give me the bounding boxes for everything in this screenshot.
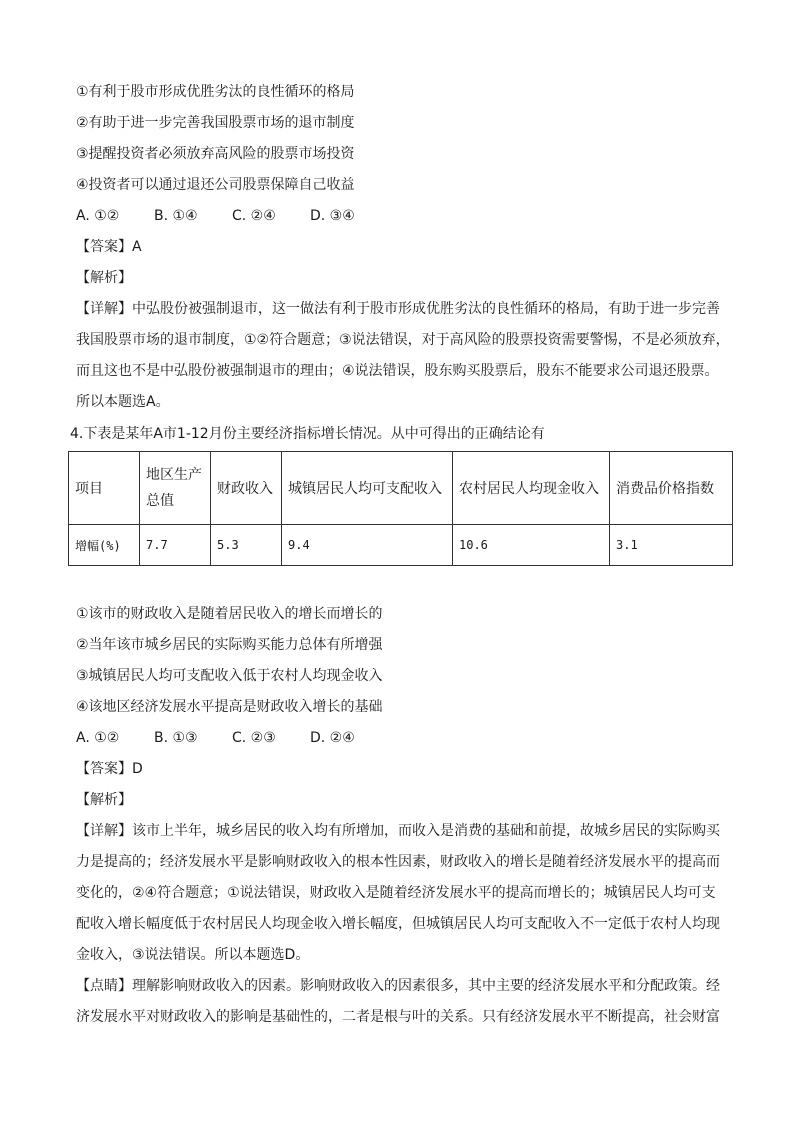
- q3-analysis-heading: 【解析】: [76, 270, 132, 286]
- q4-item-3: ③城镇居民人均可支配收入低于农村人均现金收入: [76, 668, 383, 684]
- q4-stem: 4.下表是某年A市1-12月份主要经济指标增长情况。从中可得出的正确结论有: [70, 426, 545, 442]
- table-header-cell: 项目: [69, 452, 140, 525]
- q3-item-1: ①有利于股市形成优胜劣汰的良性循环的格局: [76, 84, 355, 100]
- q3-options: [76, 206, 355, 226]
- table-header-cell: 消费品价格指数: [610, 452, 733, 525]
- q4-option-a: A. ①②: [76, 730, 120, 746]
- q4-tip: [76, 971, 736, 1033]
- q3-item-4: ④投资者可以通过退还公司股票保障自己收益: [76, 177, 355, 193]
- q4-item-1: ①该市的财政收入是随着居民收入的增长而增长的: [76, 606, 383, 622]
- q3-detail-line: 所以本题选A。: [76, 394, 170, 410]
- q4-option-d: D. ②④: [310, 730, 355, 746]
- table-cell: 9.4: [282, 525, 453, 566]
- q4-tip-line: 济发展水平对财政收入的影响是基础性的，二者是根与叶的关系。只有经济发展水平不断提高，社会财富: [76, 1009, 720, 1025]
- q3-item-3: ③提醒投资者必须放弃高风险的股票市场投资: [76, 146, 355, 162]
- table-cell: 7.7: [140, 525, 211, 566]
- q4-tip-line: 【点睛】理解影响财政收入的因素。影响财政收入的因素很多，其中主要的经济发展水平和分配政策。经: [76, 978, 720, 994]
- q3-detail: [76, 294, 736, 418]
- q3-option-c: C. ②④: [232, 208, 276, 224]
- q4-answer: 【答案】D: [76, 761, 143, 777]
- table-header-cell: 地区生产总值: [140, 452, 211, 525]
- q4-option-b: B. ①③: [154, 730, 198, 746]
- q3-option-d: D. ③④: [310, 208, 355, 224]
- q3-option-a: A. ①②: [76, 208, 120, 224]
- table-cell: 10.6: [453, 525, 610, 566]
- q4-detail-line: 【详解】该市上半年，城乡居民的收入均有所增加，而收入是消费的基础和前提，故城乡居民的实际购买: [76, 823, 720, 839]
- table-header-cell: 城镇居民人均可支配收入: [282, 452, 453, 525]
- q3-detail-line: 而且这也不是中弘股份被强制退市的理由；④说法错误，股东购买股票后，股东不能要求公司退还股票。: [76, 363, 719, 379]
- q4-detail-line: 力是提高的；经济发展水平是影响财政收入的根本性因素，财政收入的增长是随着经济发展水平的提高而: [76, 854, 720, 870]
- table-header-row: [69, 452, 733, 525]
- q4-analysis-heading: 【解析】: [76, 792, 132, 808]
- q4-detail-line: 配收入增长幅度低于农村居民人均现金收入增长幅度，但城镇居民人均可支配收入不一定低于农村人均现: [76, 916, 720, 932]
- q4-detail: [76, 816, 736, 971]
- table-header-cell: 农村居民人均现金收入: [453, 452, 610, 525]
- q4-item-2: ②当年该市城乡居民的实际购买能力总体有所增强: [76, 637, 383, 653]
- q3-item-2: ②有助于进一步完善我国股票市场的退市制度: [76, 115, 355, 131]
- q4-option-c: C. ②③: [232, 730, 276, 746]
- q4-detail-line: 金收入，③说法错误。所以本题选D。: [76, 947, 310, 963]
- q4-detail-line: 变化的，②④符合题意；①说法错误，财政收入是随着经济发展水平的提高而增长的；城镇居民人均可支: [76, 885, 716, 901]
- table-cell: 3.1: [610, 525, 733, 566]
- indicator-table: [68, 451, 733, 566]
- table-header-cell: 财政收入: [211, 452, 282, 525]
- table-row: [69, 525, 733, 566]
- q4-item-4: ④该地区经济发展水平提高是财政收入增长的基础: [76, 699, 383, 715]
- q3-option-b: B. ①④: [154, 208, 198, 224]
- q3-detail-line: 【详解】中弘股份被强制退市，这一做法有利于股市形成优胜劣汰的良性循环的格局，有助于进一步完善: [76, 301, 720, 317]
- q3-detail-line: 我国股票市场的退市制度，①②符合题意；③说法错误，对于高风险的股票投资需要警惕，不是必须放弃，: [76, 332, 730, 348]
- q3-answer: 【答案】A: [76, 239, 142, 255]
- table-cell: 增幅(%): [69, 525, 140, 566]
- table-cell: 5.3: [211, 525, 282, 566]
- q4-options: [76, 728, 355, 748]
